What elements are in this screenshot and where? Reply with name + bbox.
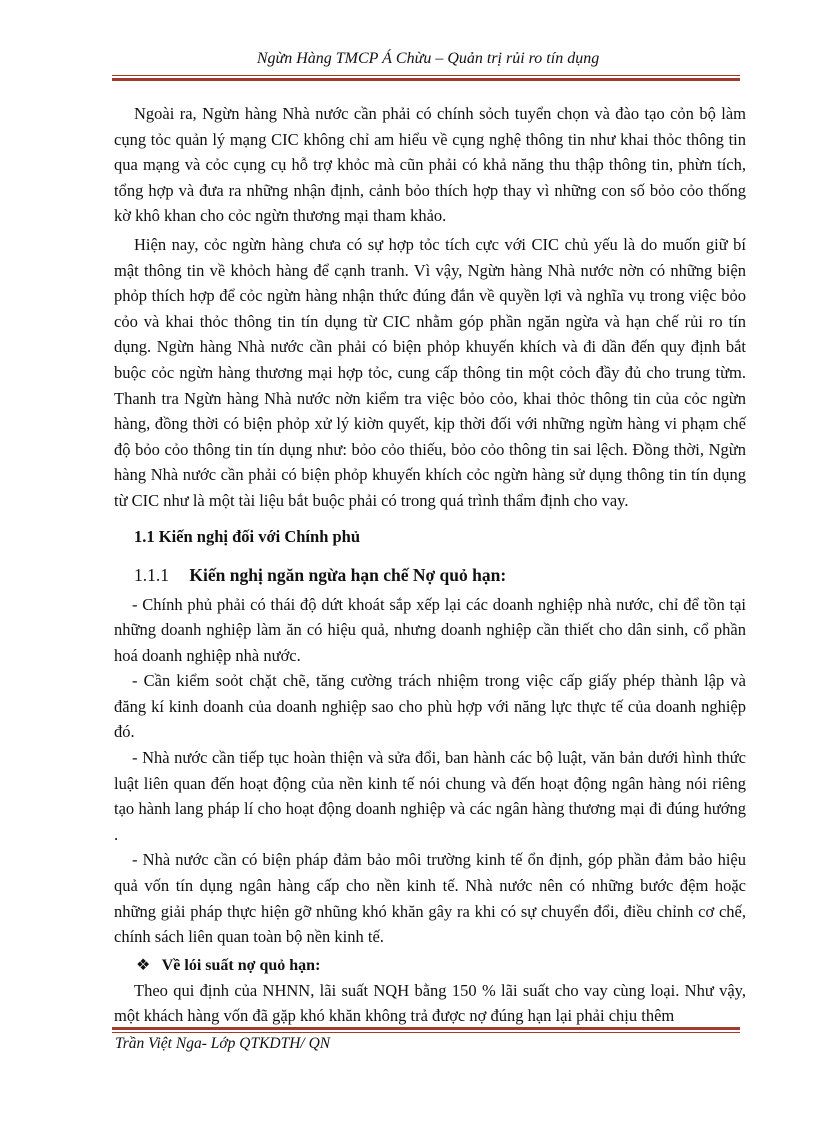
- subsection-heading: [134, 562, 746, 588]
- bullet-heading-text: Về lói suất nợ quỏ hạn:: [161, 956, 321, 974]
- diamond-bullet-icon: ❖: [136, 956, 151, 974]
- paragraph: Hiện nay, cỏc ngừn hàng chưa có sự hợp tỏc tích cực với CIC chủ yếu là do muốn giữ bí mật thông tin về khỏch hàng để cạnh tranh. Vì vậy, Ngừn hàng Nhà nước nờn có những biện phỏp thích hợp để cỏc ngừn hàng nhận thức đúng đắn về quyền lợi và nghĩa vụ trong việc bỏo cỏo và khai thỏc thông tin tín dụng từ CIC nhằm góp phần ngăn ngừa và hạn chế rủi ro tín dụng. Ngừn hàng Nhà nước cần phải có biện phỏp khuyến khích và đi dần đến quy định bắt buộc cỏc ngừn hàng thương mại hợp tỏc, cung cấp thông tin một cỏch đầy đủ cho trung từm. Thanh tra Ngừn hàng Nhà nước nờn kiểm tra việc bỏo cỏo, khai thỏc thông tin của cỏc ngừn hàng, đồng thời có biện phỏp xử lý kiờn quyết, kịp thời đối với những ngừn hàng vi phạm chế độ bỏo cỏo thông tin tín dụng như: bỏo cỏo thiếu, bỏo cỏo thông tin sai lệch. Đồng thời, Ngừn hàng Nhà nước cần phải có biện phỏp khuyến khích cỏc ngừn hàng sử dụng thông tin tín dụng từ CIC như là một tài liệu bắt buộc phải có trong quá trình thẩm định cho vay.: [114, 234, 746, 510]
- section-heading: 1.1 Kiến nghị đối với Chính phủ: [134, 526, 361, 546]
- list-item: - Nhà nước cần có biện pháp đảm bảo môi trường kinh tế ổn định, góp phần đảm bảo hiệu quả vốn tín dụng ngân hàng cấp cho nền kinh tế. Nhà nước nên có những bước đệm hoặc những giải pháp thực hiện gỡ nhũng khó khăn gây ra khi có sự chuyển đổi, điều chỉnh cơ chế, chính sách liên quan toàn bộ nền kinh tế.: [114, 850, 746, 947]
- paragraph: Theo qui định của NHNN, lãi suất NQH bằng 150 % lãi suất cho vay cùng loại. Như vậy, một khách hàng vốn đã gặp khó khăn không trả được nợ đúng hạn lại phải chịu thêm: [114, 980, 746, 1026]
- paragraph: Ngoài ra, Ngừn hàng Nhà nước cần phải có chính sỏch tuyển chọn và đào tạo cỏn bộ làm cụng tỏc quản lý mạng CIC không chỉ am hiểu về cụng nghệ thông tin như khai thỏc thông tin qua mạng và cỏc cụng cụ hỗ trợ khỏc mà cũn phải có khả năng thu thập thông tin, phừn tích, tổng hợp và đưa ra những nhận định, cảnh bỏo thích hợp thay vì những con số bỏo cỏo thống kờ khô khan cho cỏc ngừn thương mại tham khảo.: [114, 104, 746, 226]
- bullet-heading: [136, 954, 746, 978]
- subsection-number: 1.1.1: [134, 564, 169, 585]
- page-body: [114, 101, 746, 1029]
- footer-rule-thick: [112, 1027, 740, 1030]
- header-rule-thick: [112, 78, 740, 81]
- header-rule: [112, 75, 740, 81]
- page-footer: Trần Việt Nga- Lớp QTKDTH/ QN: [115, 1035, 331, 1052]
- header-rule-thin: [112, 75, 740, 76]
- list-item: - Cần kiểm soỏt chặt chẽ, tăng cường trách nhiệm trong việc cấp giấy phép thành lập và đăng kí kinh doanh của doanh nghiệp sao cho phù hợp với năng lực thực tế của doanh nghiệp đó.: [114, 671, 746, 742]
- footer-rule-thin: [112, 1032, 740, 1033]
- page-header: Ngừn Hàng TMCP Á Chừu – Quản trị rủi ro tín dụng: [256, 50, 600, 67]
- subsection-title: Kiến nghị ngăn ngừa hạn chế Nợ quỏ hạn:: [189, 564, 507, 585]
- list-item: - Chính phủ phải có thái độ dứt khoát sắp xếp lại các doanh nghiệp nhà nước, chỉ để tồn tại những doanh nghiệp làm ăn có hiệu quả, nhưng doanh nghiệp cần thiết cho dân sinh, cổ phần hoá doanh nghiệp nhà nước.: [114, 594, 746, 665]
- footer-rule: [112, 1027, 740, 1033]
- list-item: - Nhà nước cần tiếp tục hoàn thiện và sửa đổi, ban hành các bộ luật, văn bản dưới hình thức luật liên quan đến hoạt động của nền kinh tế nói chung và đến hoạt động ngân hàng nói riêng tạo hành lang pháp lí cho hoạt động doanh nghiệp và các ngân hàng thương mại đi đúng hướng .: [114, 748, 746, 844]
